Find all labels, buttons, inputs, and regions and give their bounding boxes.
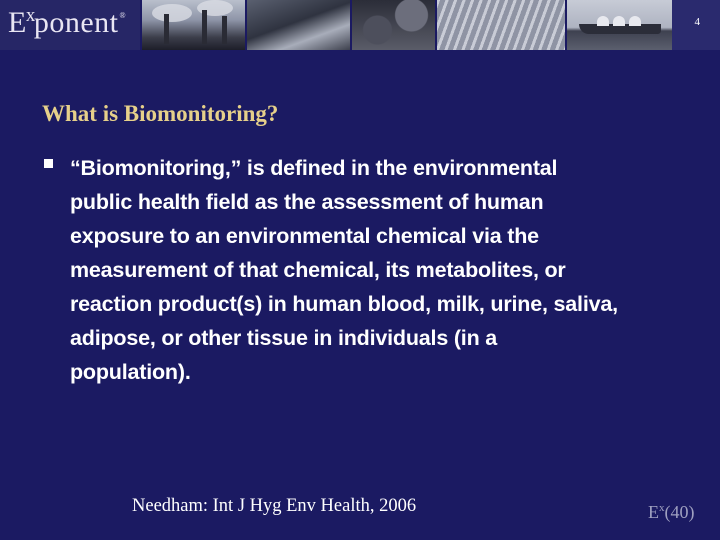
page-number: 4: [694, 16, 700, 28]
citation: Needham: Int J Hyg Env Health, 2006: [132, 496, 417, 516]
bullet-line: population).: [70, 360, 191, 384]
tanker-ship-photo: [565, 0, 672, 50]
square-bullet-icon: [44, 159, 53, 168]
footer-logo-mark: $E^x(40)$: [648, 502, 695, 522]
logo-area: [0, 0, 140, 50]
bullet-line: “Biomonitoring,” is defined in the environmental: [70, 156, 558, 180]
bullet-line: reaction product(s) in human blood, milk, urine, saliva,: [70, 292, 618, 316]
bullet-line: adipose, or other tissue in individuals (in a: [70, 326, 498, 350]
car-interior-photo: [245, 0, 352, 50]
building-photo: [435, 0, 567, 50]
bullet-text: [70, 151, 680, 389]
slide-title: What is Biomonitoring?: [42, 101, 279, 126]
bullet-line: exposure to an environmental chemical via the: [70, 224, 539, 248]
header-banner: [0, 0, 720, 50]
strawberries-photo: [350, 0, 437, 50]
bullet-line: measurement of that chemical, its metabolites, or: [70, 258, 566, 282]
exponent-logo: $E^xponent®$: [8, 5, 127, 39]
power-plant-photo: [140, 0, 247, 50]
bullet-line: public health field as the assessment of human: [70, 190, 544, 214]
